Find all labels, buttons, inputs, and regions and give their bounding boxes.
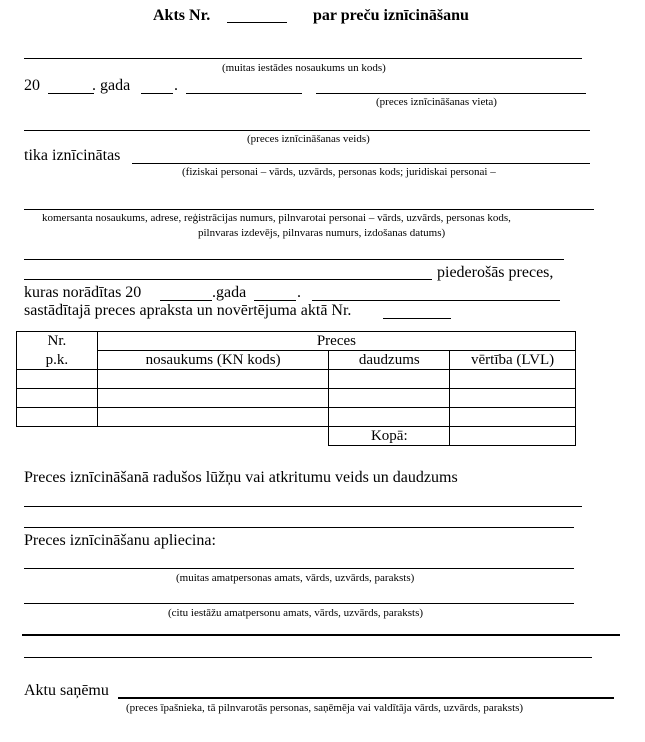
place-caption: (preces iznīcināšanas vieta): [376, 96, 497, 108]
waste-line-1: [24, 506, 582, 507]
table-cell: [97, 370, 329, 389]
table-cell: [17, 370, 98, 389]
table-cell: [450, 370, 576, 389]
header-name: nosaukums (KN kods): [97, 351, 329, 370]
act-number-line: [227, 22, 287, 23]
other-officials-caption: (citu iestāžu amatpersonu amats, vārds, uzvārds, paraksts): [168, 607, 424, 619]
belonging-label: piederošās preces,: [437, 264, 554, 281]
empty-cell: [97, 427, 329, 446]
customs-caption: (muitas iestādes nosaukums un kods): [222, 62, 386, 74]
month-line: [186, 93, 302, 94]
listed-label: kuras norādītas 20: [24, 284, 142, 301]
owner-caption-2: komersanta nosaukums, adrese, reģistrācijas numurs, pilnvarotai personai – vārds, uzvārds, personas kods,: [42, 212, 511, 224]
destroyed-line: [132, 163, 590, 164]
divider-thin: [24, 657, 592, 658]
listed-month-line: [312, 300, 560, 301]
received-label: Aktu saņēmu: [24, 682, 109, 699]
received-signature-line: [118, 697, 614, 699]
table-cell: [450, 389, 576, 408]
year-suffix: . gada: [92, 77, 131, 94]
certify-label: Preces iznīcināšanu apliecina:: [24, 532, 216, 549]
table-cell: [329, 389, 450, 408]
year-prefix: 20: [24, 77, 40, 94]
blank-line-1: [24, 259, 564, 260]
dot-2: .: [297, 284, 301, 301]
listed-year-line: [160, 300, 212, 301]
place-line: [316, 93, 586, 94]
section-divider: [22, 634, 620, 636]
total-label: Kopā:: [329, 427, 450, 446]
listed-day-line: [254, 300, 296, 301]
page-title: [153, 7, 210, 25]
goods-table: [16, 331, 576, 446]
table-row: [17, 370, 576, 389]
listed-gada: .gada: [212, 284, 247, 301]
table-cell: [17, 389, 98, 408]
receiver-caption: (preces īpašnieka, tā pilnvarotās personas, saņēmēja vai valdītāja vārds, uzvārds, paraksts): [126, 702, 524, 714]
title-suffix: par preču iznīcināšanu: [313, 7, 469, 24]
title-prefix: Akts Nr.: [153, 7, 211, 24]
header-nr: Nr.: [17, 332, 98, 351]
table-cell: [97, 408, 329, 427]
owner-caption-1: (fiziskai personai – vārds, uzvārds, personas kods; juridiskai personai –: [182, 166, 496, 178]
owner-caption-3: pilnvaras izdevējs, pilnvaras numurs, izdošanas datums): [198, 227, 446, 239]
header-pk: p.k.: [17, 351, 98, 370]
year-line: [48, 93, 94, 94]
other-officials-line: [24, 603, 574, 604]
table-cell: [450, 408, 576, 427]
compiled-number-line: [383, 318, 451, 319]
destroyed-label: tika iznīcinātas: [24, 147, 121, 164]
method-line: [24, 130, 590, 131]
table-cell: [17, 408, 98, 427]
customs-official-line: [24, 568, 574, 569]
method-caption: (preces iznīcināšanas veids): [247, 133, 370, 145]
dot: .: [174, 77, 178, 94]
total-row: [17, 427, 576, 446]
waste-label: Preces iznīcināšanā radušos lūžņu vai atkritumu veids un daudzums: [24, 469, 458, 486]
customs-official-caption: (muitas amatpersonas amats, vārds, uzvārds, paraksts): [176, 572, 415, 584]
table-cell: [329, 370, 450, 389]
waste-line-2: [24, 527, 574, 528]
total-value: [450, 427, 576, 446]
header-value: vērtība (LVL): [450, 351, 576, 370]
header-goods: Preces: [97, 332, 575, 351]
owner-line: [24, 209, 594, 210]
table-cell: [329, 408, 450, 427]
header-qty: daudzums: [329, 351, 450, 370]
empty-cell: [17, 427, 98, 446]
table-row: [17, 408, 576, 427]
table-cell: [97, 389, 329, 408]
table-row: [17, 389, 576, 408]
blank-line-2: [24, 279, 432, 280]
compiled-label: sastādītajā preces apraksta un novērtējuma aktā Nr.: [24, 302, 352, 319]
customs-line: [24, 58, 582, 59]
day-line: [141, 93, 173, 94]
